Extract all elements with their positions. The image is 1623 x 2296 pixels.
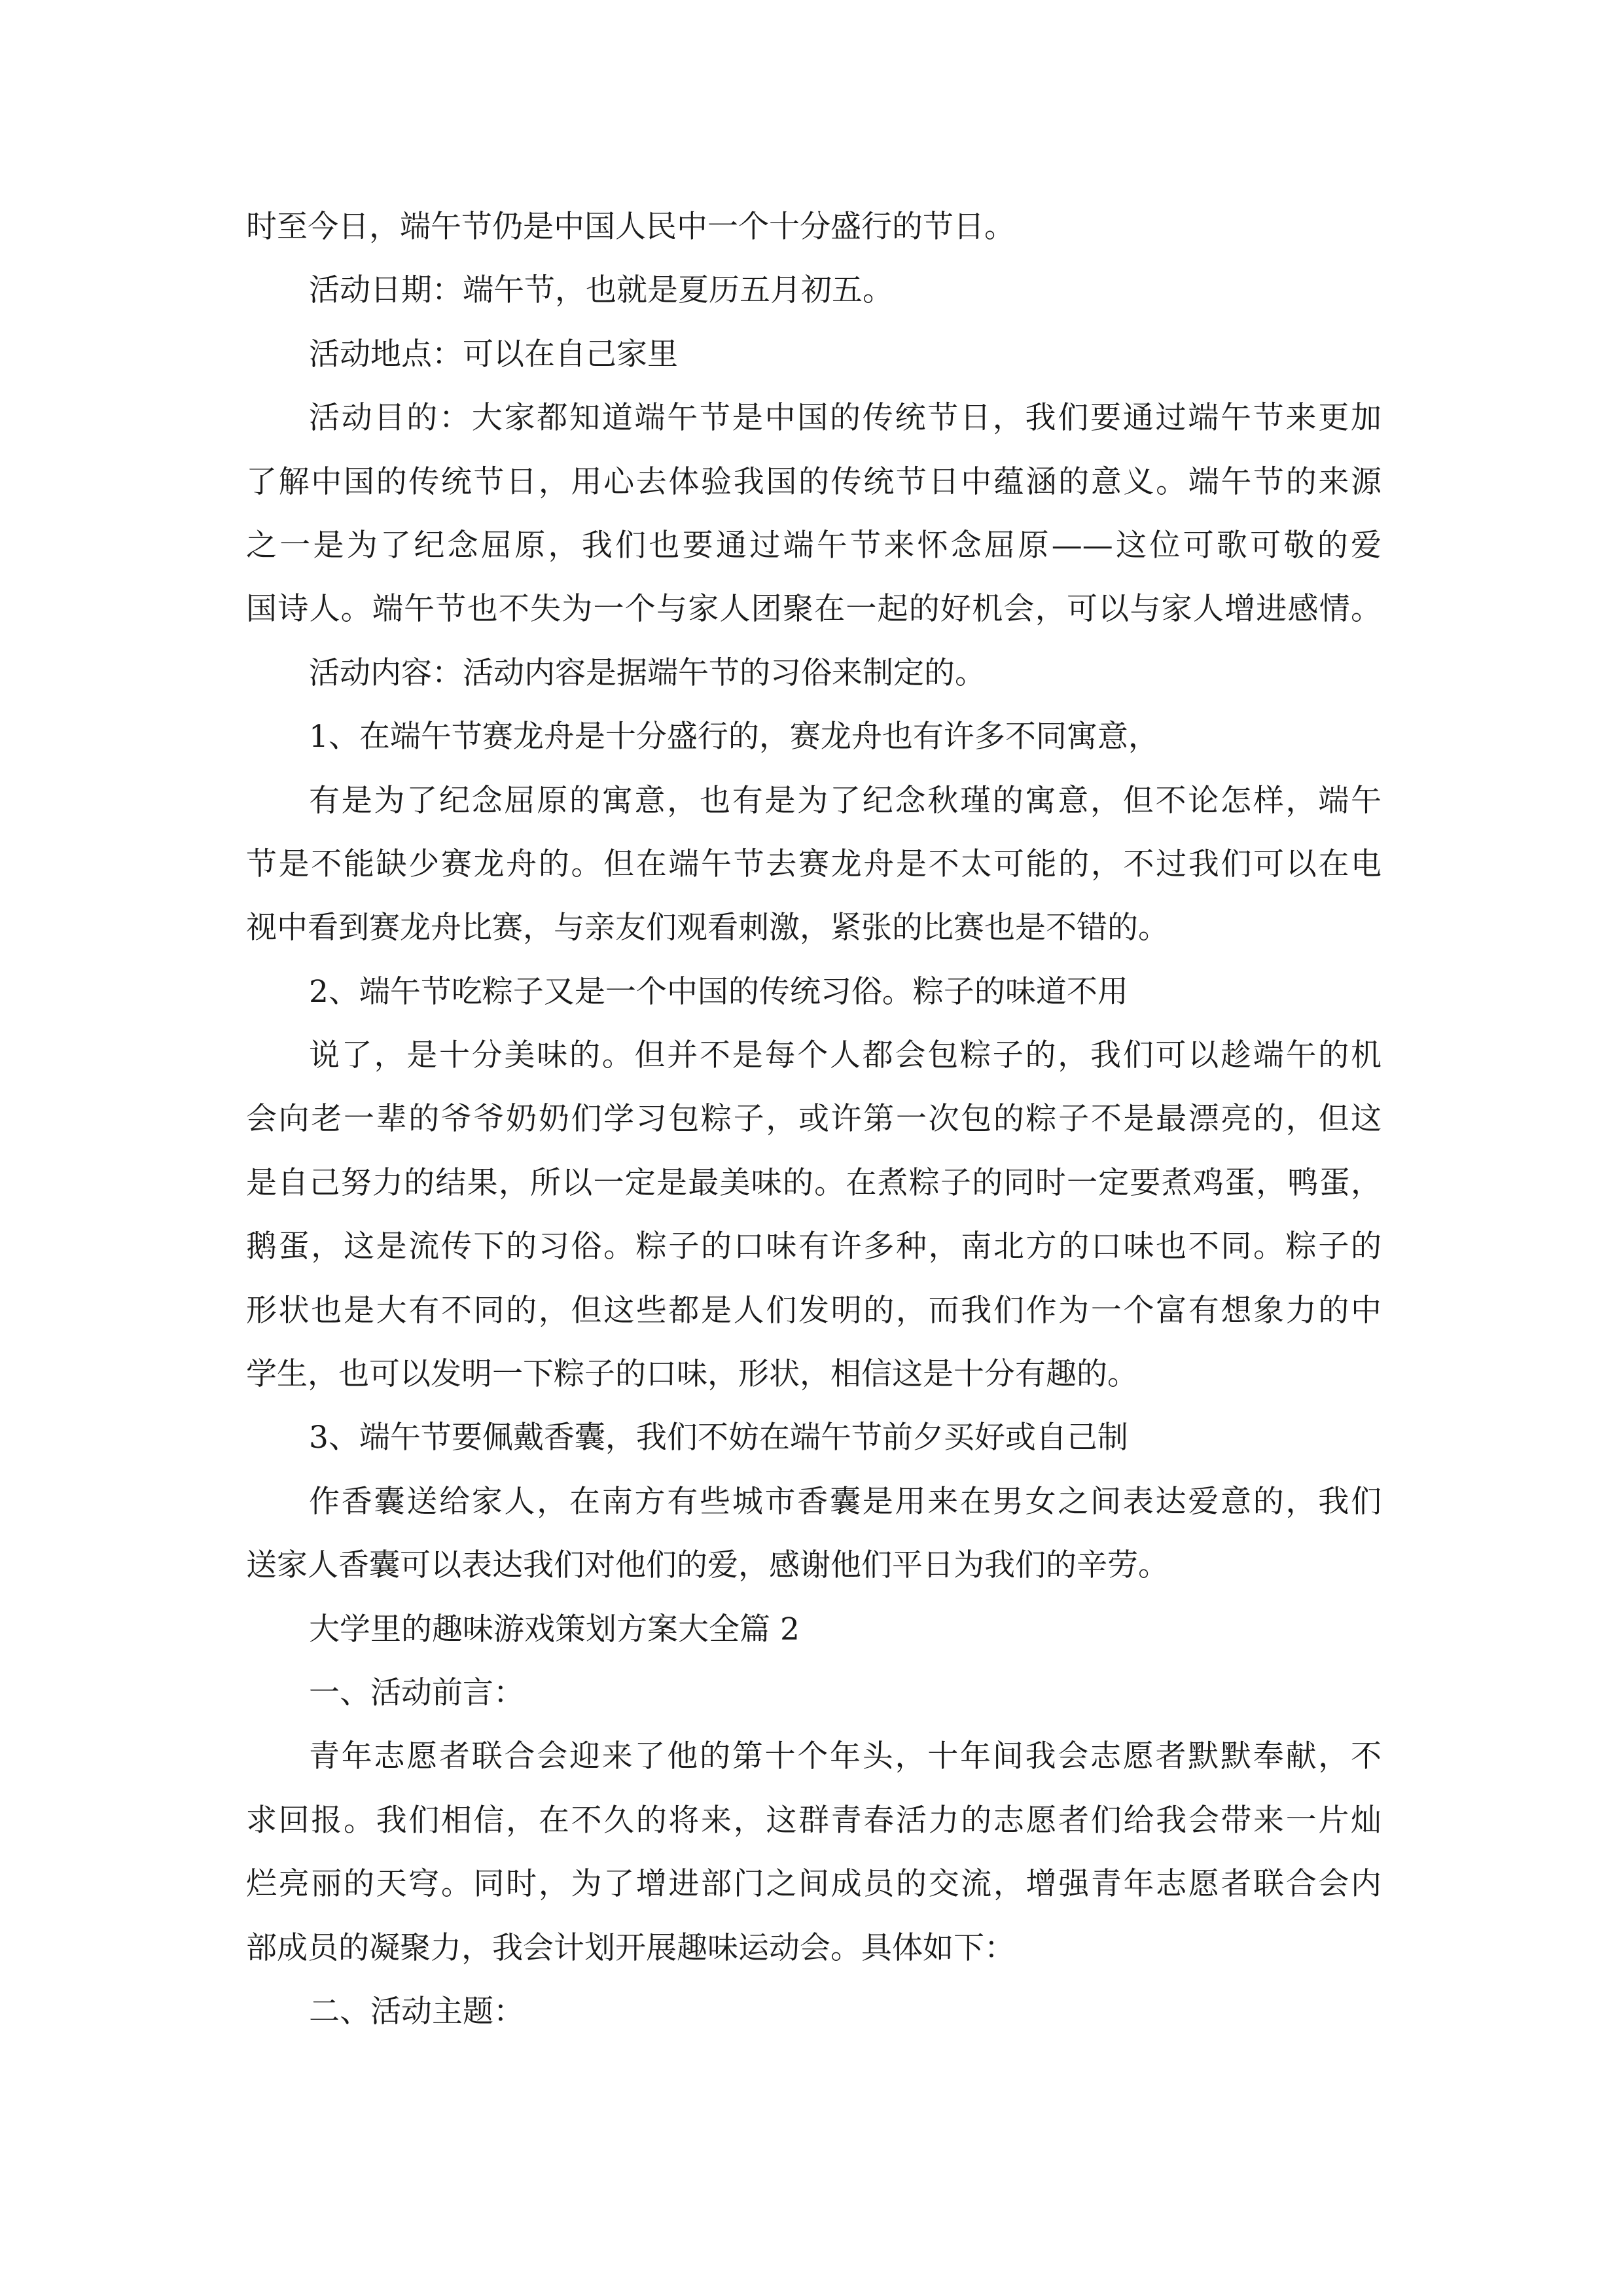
- document-body: [246, 195, 1382, 2043]
- text-line: 视中看到赛龙舟比赛，与亲友们观看刺激，紧张的比赛也是不错的。: [246, 910, 1169, 946]
- text-line: 活动目的：大家都知道端午节是中国的传统节日，我们要通过端午节来更加: [309, 400, 1382, 437]
- text-line: 有是为了纪念屈原的寓意，也有是为了纪念秋瑾的寓意，但不论怎样，端午: [309, 782, 1382, 819]
- text-line: 作香囊送给家人，在南方有些城市香囊是用来在男女之间表达爱意的，我们: [309, 1483, 1382, 1520]
- text-line: 时至今日，端午节仍是中国人民中一个十分盛行的节日。: [246, 209, 1015, 245]
- text-line: 2、端午节吃粽子又是一个中国的传统习俗。粽子的味道不用: [309, 973, 1128, 1010]
- text-line: 了解中国的传统节日，用心去体验我国的传统节日中蕴涵的意义。端午节的来源: [246, 463, 1382, 500]
- text-line: 之一是为了纪念屈原，我们也要通过端午节来怀念屈原——这位可歌可敬的爱: [246, 527, 1382, 564]
- text-line: 烂亮丽的天穹。同时，为了增进部门之间成员的交流，增强青年志愿者联合会内: [246, 1866, 1382, 1903]
- text-line: 一、活动前言：: [309, 1674, 524, 1711]
- text-line: 国诗人。端午节也不失为一个与家人团聚在一起的好机会，可以与家人增进感情。: [246, 591, 1382, 628]
- text-line: 活动日期：端午节，也就是夏历五月初五。: [309, 272, 893, 309]
- text-line: 二、活动主题：: [309, 1993, 524, 2030]
- text-line: 送家人香囊可以表达我们对他们的爱，感谢他们平日为我们的辛劳。: [246, 1547, 1169, 1584]
- text-line: 说了，是十分美味的。但并不是每个人都会包粽子的，我们可以趁端午的机: [309, 1037, 1382, 1074]
- text-line: 鹅蛋，这是流传下的习俗。粽子的口味有许多种，南北方的口味也不同。粽子的: [246, 1229, 1382, 1265]
- text-line: 活动地点：可以在自己家里: [309, 336, 678, 372]
- text-line: 会向老一辈的爷爷奶奶们学习包粽子，或许第一次包的粽子不是最漂亮的，但这: [246, 1101, 1382, 1138]
- text-line: 学生，也可以发明一下粽子的口味，形状，相信这是十分有趣的。: [246, 1356, 1138, 1393]
- section-heading: 大学里的趣味游戏策划方案大全篇 2: [309, 1611, 800, 1647]
- text-line: 是自己努力的结果，所以一定是最美味的。在煮粽子的同时一定要煮鸡蛋，鸭蛋，: [246, 1164, 1382, 1201]
- text-line: 节是不能缺少赛龙舟的。但在端午节去赛龙舟是不太可能的，不过我们可以在电: [246, 846, 1382, 882]
- text-line: 活动内容：活动内容是据端午节的习俗来制定的。: [309, 655, 986, 691]
- text-line: 形状也是大有不同的，但这些都是人们发明的，而我们作为一个富有想象力的中: [246, 1292, 1382, 1329]
- text-line: 3、端午节要佩戴香囊，我们不妨在端午节前夕买好或自己制: [309, 1420, 1128, 1456]
- text-line: 1、在端午节赛龙舟是十分盛行的，赛龙舟也有许多不同寓意，: [309, 719, 1159, 755]
- text-line: 求回报。我们相信，在不久的将来，这群青春活力的志愿者们给我会带来一片灿: [246, 1802, 1382, 1839]
- text-line: 部成员的凝聚力，我会计划开展趣味运动会。具体如下：: [246, 1929, 1015, 1966]
- text-line: 青年志愿者联合会迎来了他的第十个年头，十年间我会志愿者默默奉献，不: [309, 1738, 1382, 1775]
